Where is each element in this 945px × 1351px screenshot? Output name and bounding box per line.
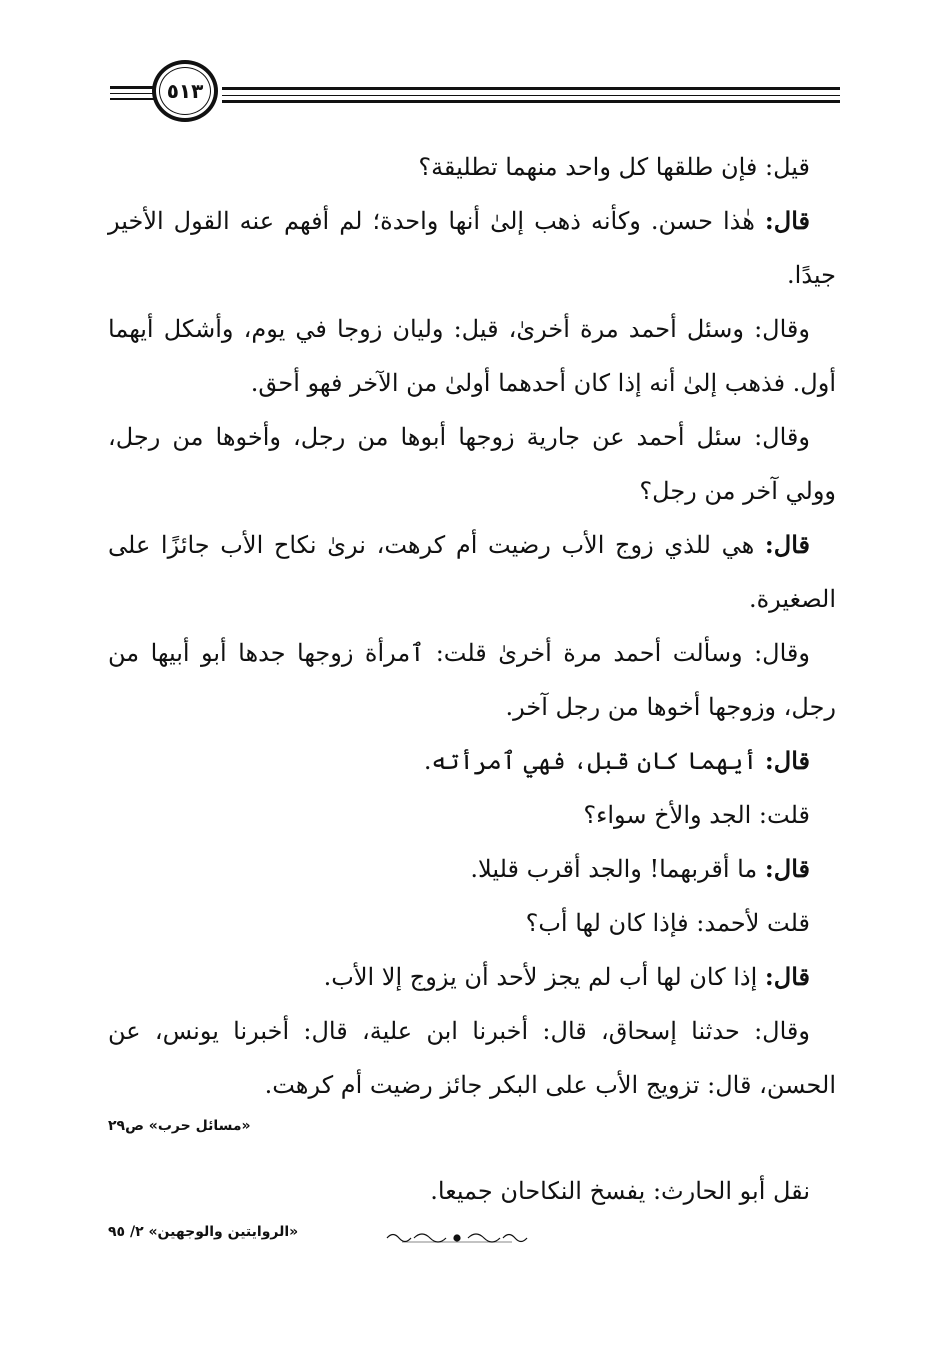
paragraph bbox=[108, 140, 836, 194]
paragraph bbox=[108, 626, 836, 734]
source-citation: «مسائل حرب» ص٢٩ bbox=[108, 1118, 251, 1134]
source-citation: «الروايتين والوجهين» ٢/ ٩٥ bbox=[108, 1224, 299, 1240]
paragraph bbox=[108, 734, 836, 788]
paragraph bbox=[108, 410, 836, 518]
header-rule bbox=[110, 93, 155, 94]
paragraph-text: فإن طلقها كل واحد منهما تطليقة؟ bbox=[418, 153, 766, 181]
paragraph: نقل أبو الحارث: يفسخ النكاحان جميعا. bbox=[430, 1177, 810, 1205]
header-rule bbox=[110, 98, 155, 100]
speaker-label: وقال: bbox=[754, 1017, 810, 1045]
speaker-label: قال: bbox=[764, 746, 810, 775]
header-rule bbox=[110, 86, 155, 89]
paragraph-text: هي للذي زوج الأب رضيت أم كرهت، نرىٰ نكاح الأب جائزًا على الصغيرة. bbox=[108, 531, 836, 613]
speaker-label: وقال: bbox=[754, 639, 810, 667]
speaker-label: قال: bbox=[764, 854, 810, 883]
paragraph bbox=[108, 194, 836, 302]
paragraph-text: إذا كان لها أب لم يجز لأحد أن يزوج إلا الأب. bbox=[323, 963, 765, 991]
page-number: ٥١٣ bbox=[166, 79, 204, 103]
speaker-label: قيل: bbox=[765, 153, 810, 181]
paragraph-text: وسئل أحمد مرة أخرىٰ، قيل: وليان زوجا في يوم، وأشكل أيهما أول. فذهب إلىٰ أنه إذا كان أحدهما أولىٰ من الآخر فهو أحق. bbox=[108, 315, 836, 397]
speaker-label: وقال: bbox=[754, 423, 810, 451]
paragraph-text: سئل أحمد عن جارية زوجها أبوها من رجل، وأخوها من رجل، وولي آخر من رجل؟ bbox=[108, 423, 836, 505]
page-body bbox=[108, 140, 836, 1270]
header-rule bbox=[222, 100, 840, 103]
page-number-badge bbox=[152, 60, 218, 122]
paragraph-text: وسألت أحمد مرة أخرىٰ قلت: ٱمرأة زوجها جدها أبو أبيها من رجل، وزوجها أخوها من رجل آخر. bbox=[108, 639, 836, 721]
speaker-label: قلت: bbox=[758, 801, 810, 829]
paragraph-text: حدثنا إسحاق، قال: أخبرنا ابن علية، قال: أخبرنا يونس، عن الحسن، قال: تزويج الأب على البكر جائز رضيت أم كرهت. bbox=[108, 1017, 836, 1099]
header-rule bbox=[222, 87, 840, 90]
paragraph bbox=[108, 788, 836, 842]
paragraph-text: هٰذا حسن. وكأنه ذهب إلىٰ أنها واحدة؛ لم أفهم عنه القول الأخير جيدًا. bbox=[108, 207, 836, 289]
speaker-label: وقال: bbox=[754, 315, 810, 343]
page-number-badge-inner bbox=[159, 67, 211, 115]
paragraph-text: الجد والأخ سواء؟ bbox=[583, 801, 759, 829]
paragraph bbox=[108, 896, 836, 950]
paragraph-text: ما أقربهما! والجد أقرب قليلا. bbox=[470, 855, 765, 883]
speaker-label: قال: bbox=[764, 530, 810, 559]
page-header bbox=[110, 60, 840, 130]
paragraph bbox=[108, 842, 836, 896]
paragraph-text: فإذا كان لها أب؟ bbox=[525, 909, 697, 937]
paragraph bbox=[108, 950, 836, 1004]
paragraph bbox=[108, 1004, 836, 1112]
speaker-label: قال: bbox=[764, 962, 810, 991]
paragraph-text: أيهما كان قبل، فهي ٱمرأته. bbox=[423, 747, 765, 775]
ornament-icon bbox=[382, 1228, 532, 1248]
speaker-label: قلت لأحمد: bbox=[696, 909, 810, 937]
speaker-label: قال: bbox=[764, 206, 810, 235]
paragraph bbox=[108, 302, 836, 410]
header-rule bbox=[222, 95, 840, 96]
paragraph bbox=[108, 518, 836, 626]
